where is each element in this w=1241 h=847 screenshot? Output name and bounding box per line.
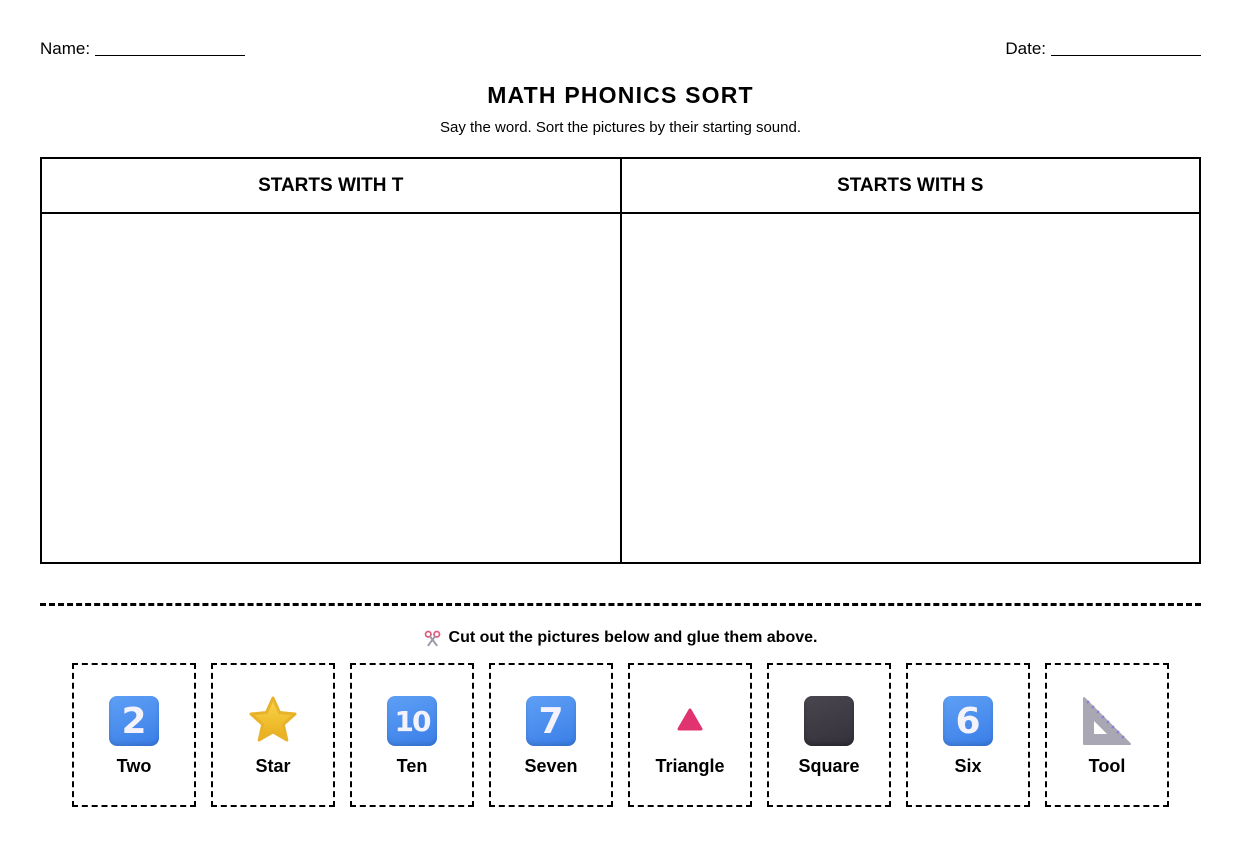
page-title: MATH PHONICS SORT <box>487 82 754 108</box>
keycap-2-icon: 2 <box>109 696 159 746</box>
name-blank-line[interactable] <box>95 42 245 56</box>
name-label: Name: <box>40 39 91 58</box>
card-label: Triangle <box>655 756 725 776</box>
sort-table <box>40 157 1201 564</box>
scissors-icon <box>424 630 441 647</box>
card-star[interactable] <box>211 663 335 807</box>
card-ten[interactable] <box>350 663 474 807</box>
name-field[interactable] <box>40 39 245 59</box>
card-label: Seven <box>524 756 578 776</box>
card-seven[interactable] <box>489 663 613 807</box>
cut-instruction-text: Cut out the pictures below and glue them above. <box>448 629 818 646</box>
sort-column-header: STARTS WITH T <box>42 159 620 214</box>
page-subtitle: Say the word. Sort the pictures by their starting sound. <box>439 119 802 136</box>
keycap-6-icon: 6 <box>943 696 993 746</box>
card-label: Two <box>116 756 152 776</box>
card-tool[interactable] <box>1045 663 1169 807</box>
card-label: Star <box>255 756 291 776</box>
star-icon <box>247 695 299 747</box>
date-blank-line[interactable] <box>1051 42 1201 56</box>
keycap-10-icon: 10 <box>387 696 437 746</box>
drop-area-t[interactable] <box>42 214 620 562</box>
keycap-7-icon: 7 <box>526 696 576 746</box>
date-label: Date: <box>1005 39 1046 58</box>
card-label: Six <box>954 756 982 776</box>
card-triangle[interactable] <box>628 663 752 807</box>
picture-cards <box>72 663 1169 807</box>
card-label: Tool <box>1088 756 1126 776</box>
card-label: Square <box>798 756 860 776</box>
drop-area-s[interactable] <box>622 214 1200 562</box>
card-square[interactable] <box>767 663 891 807</box>
cut-instruction <box>0 629 1241 647</box>
triangular-ruler-icon <box>1081 695 1133 747</box>
sort-column-s <box>620 159 1200 562</box>
cut-line-divider <box>40 603 1201 606</box>
card-six[interactable] <box>906 663 1030 807</box>
card-label: Ten <box>396 756 428 776</box>
square-icon <box>804 696 854 746</box>
date-field[interactable] <box>1005 39 1201 59</box>
header-row <box>40 39 1201 61</box>
sort-column-t <box>42 159 620 562</box>
card-two[interactable] <box>72 663 196 807</box>
triangle-icon <box>664 695 716 747</box>
sort-column-header: STARTS WITH S <box>622 159 1200 214</box>
